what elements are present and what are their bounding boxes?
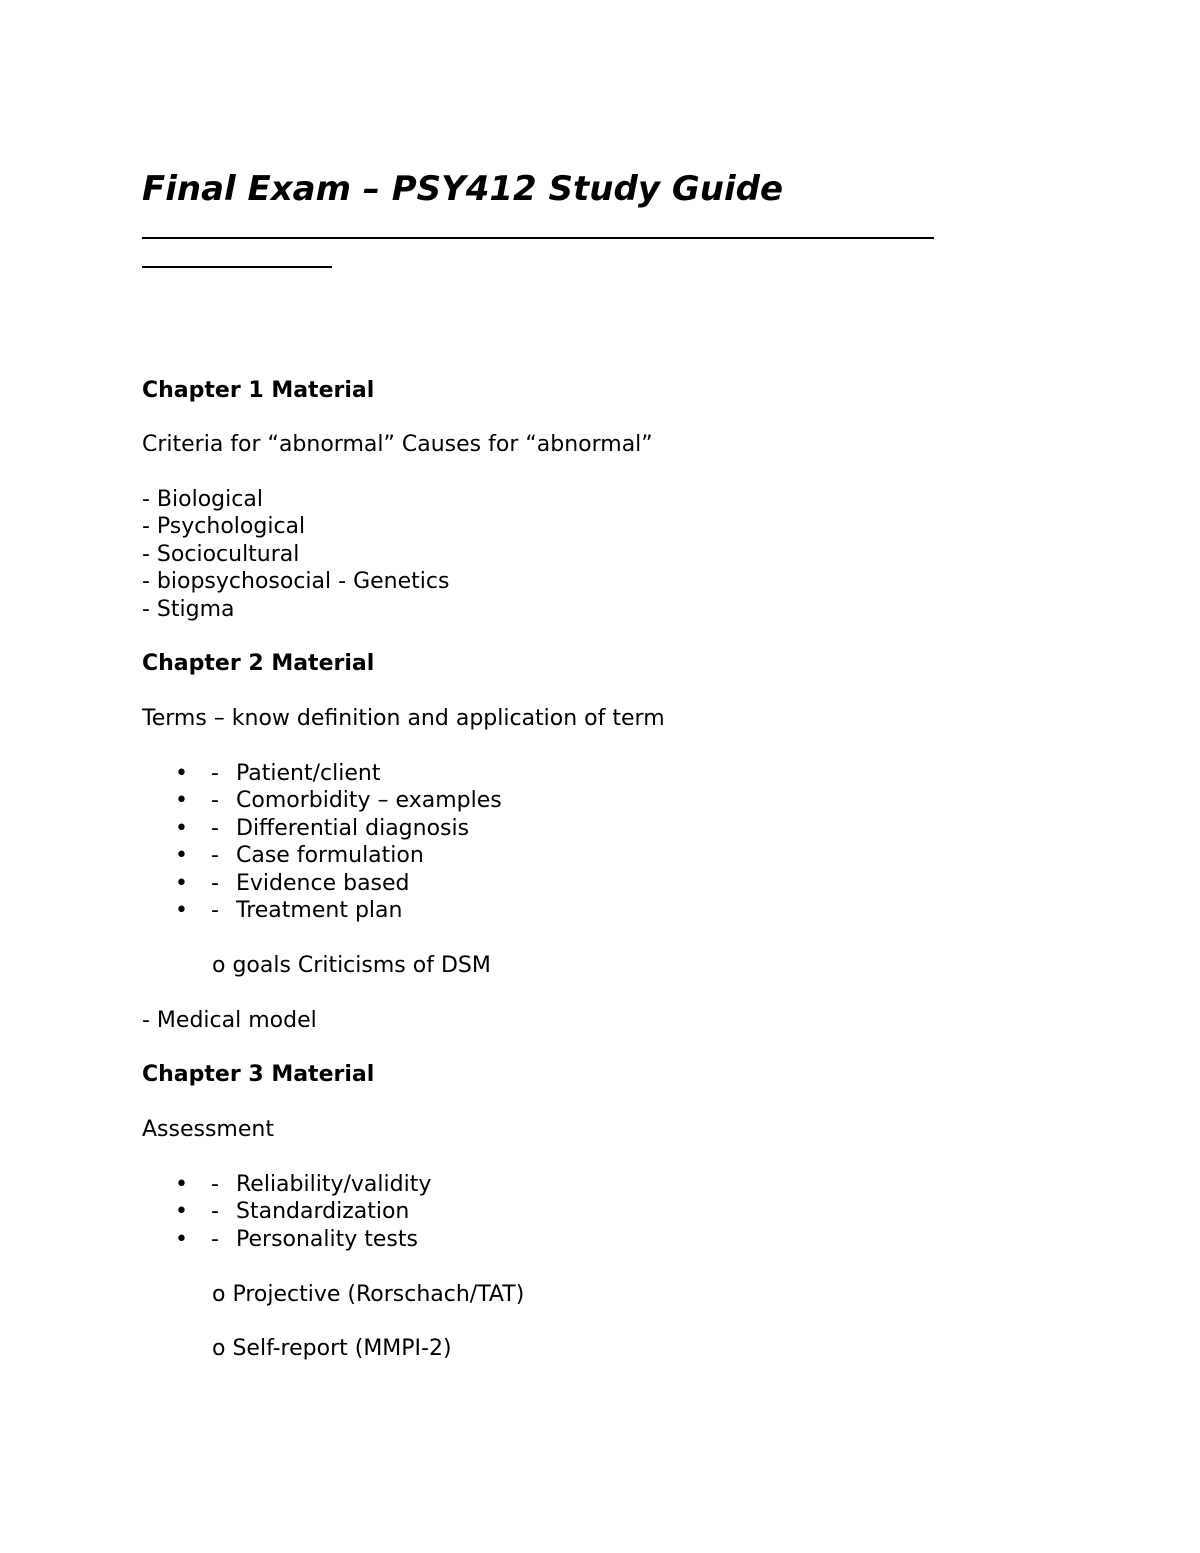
list-item-text: Evidence based: [236, 871, 410, 896]
chapter-3-heading: Chapter 3 Material: [142, 1062, 375, 1087]
bullet-icon: •: [175, 761, 188, 786]
chapter-1-item: - Stigma: [142, 597, 235, 622]
page-title: Final Exam – PSY412 Study Guide: [142, 169, 784, 209]
chapter-1-intro: Criteria for “abnormal” Causes for “abnormal”: [142, 432, 653, 457]
chapter-1-item: - biopsychosocial - Genetics: [142, 569, 450, 594]
bullet-icon: •: [175, 788, 188, 813]
bullet-icon: •: [175, 1227, 188, 1252]
list-item: [0, 760, 900, 788]
dash-marker: -: [211, 788, 219, 813]
list-item-text: Comorbidity – examples: [236, 788, 502, 813]
list-item: [0, 1198, 900, 1226]
list-item-text: Treatment plan: [236, 898, 403, 923]
bullet-icon: •: [175, 816, 188, 841]
list-item: [0, 1226, 900, 1254]
chapter-2-after-item: - Medical model: [142, 1008, 317, 1033]
list-item-text: Patient/client: [236, 761, 381, 786]
dash-marker: -: [211, 843, 219, 868]
chapter-2-sub-item: o goals Criticisms of DSM: [212, 953, 491, 978]
bullet-icon: •: [175, 1172, 188, 1197]
list-item: [0, 897, 900, 925]
title-underline: [142, 237, 934, 239]
list-item: [0, 870, 900, 898]
dash-marker: -: [211, 816, 219, 841]
chapter-1-heading: Chapter 1 Material: [142, 378, 375, 403]
dash-marker: -: [211, 898, 219, 923]
chapter-2-intro: Terms – know definition and application of term: [142, 706, 665, 731]
list-item: [0, 1171, 900, 1199]
dash-marker: -: [211, 1227, 219, 1252]
dash-marker: -: [211, 1172, 219, 1197]
bullet-icon: •: [175, 1199, 188, 1224]
bullet-icon: •: [175, 871, 188, 896]
list-item: [0, 842, 900, 870]
bullet-icon: •: [175, 898, 188, 923]
chapter-1-item: - Psychological: [142, 514, 306, 539]
chapter-3-intro: Assessment: [142, 1117, 274, 1142]
chapter-3-sub-item: o Projective (Rorschach/TAT): [212, 1282, 525, 1307]
chapter-3-sub-item: o Self-report (MMPI-2): [212, 1336, 452, 1361]
chapter-1-item: - Biological: [142, 487, 263, 512]
dash-marker: -: [211, 1199, 219, 1224]
dash-marker: -: [211, 761, 219, 786]
list-item: [0, 787, 900, 815]
chapter-2-heading: Chapter 2 Material: [142, 651, 375, 676]
list-item-text: Differential diagnosis: [236, 816, 470, 841]
title-underline-continuation: [142, 266, 332, 268]
dash-marker: -: [211, 871, 219, 896]
list-item: [0, 815, 900, 843]
bullet-icon: •: [175, 843, 188, 868]
list-item-text: Standardization: [236, 1199, 410, 1224]
list-item-text: Case formulation: [236, 843, 424, 868]
list-item-text: Reliability/validity: [236, 1172, 432, 1197]
chapter-1-item: - Sociocultural: [142, 542, 300, 567]
list-item-text: Personality tests: [236, 1227, 418, 1252]
